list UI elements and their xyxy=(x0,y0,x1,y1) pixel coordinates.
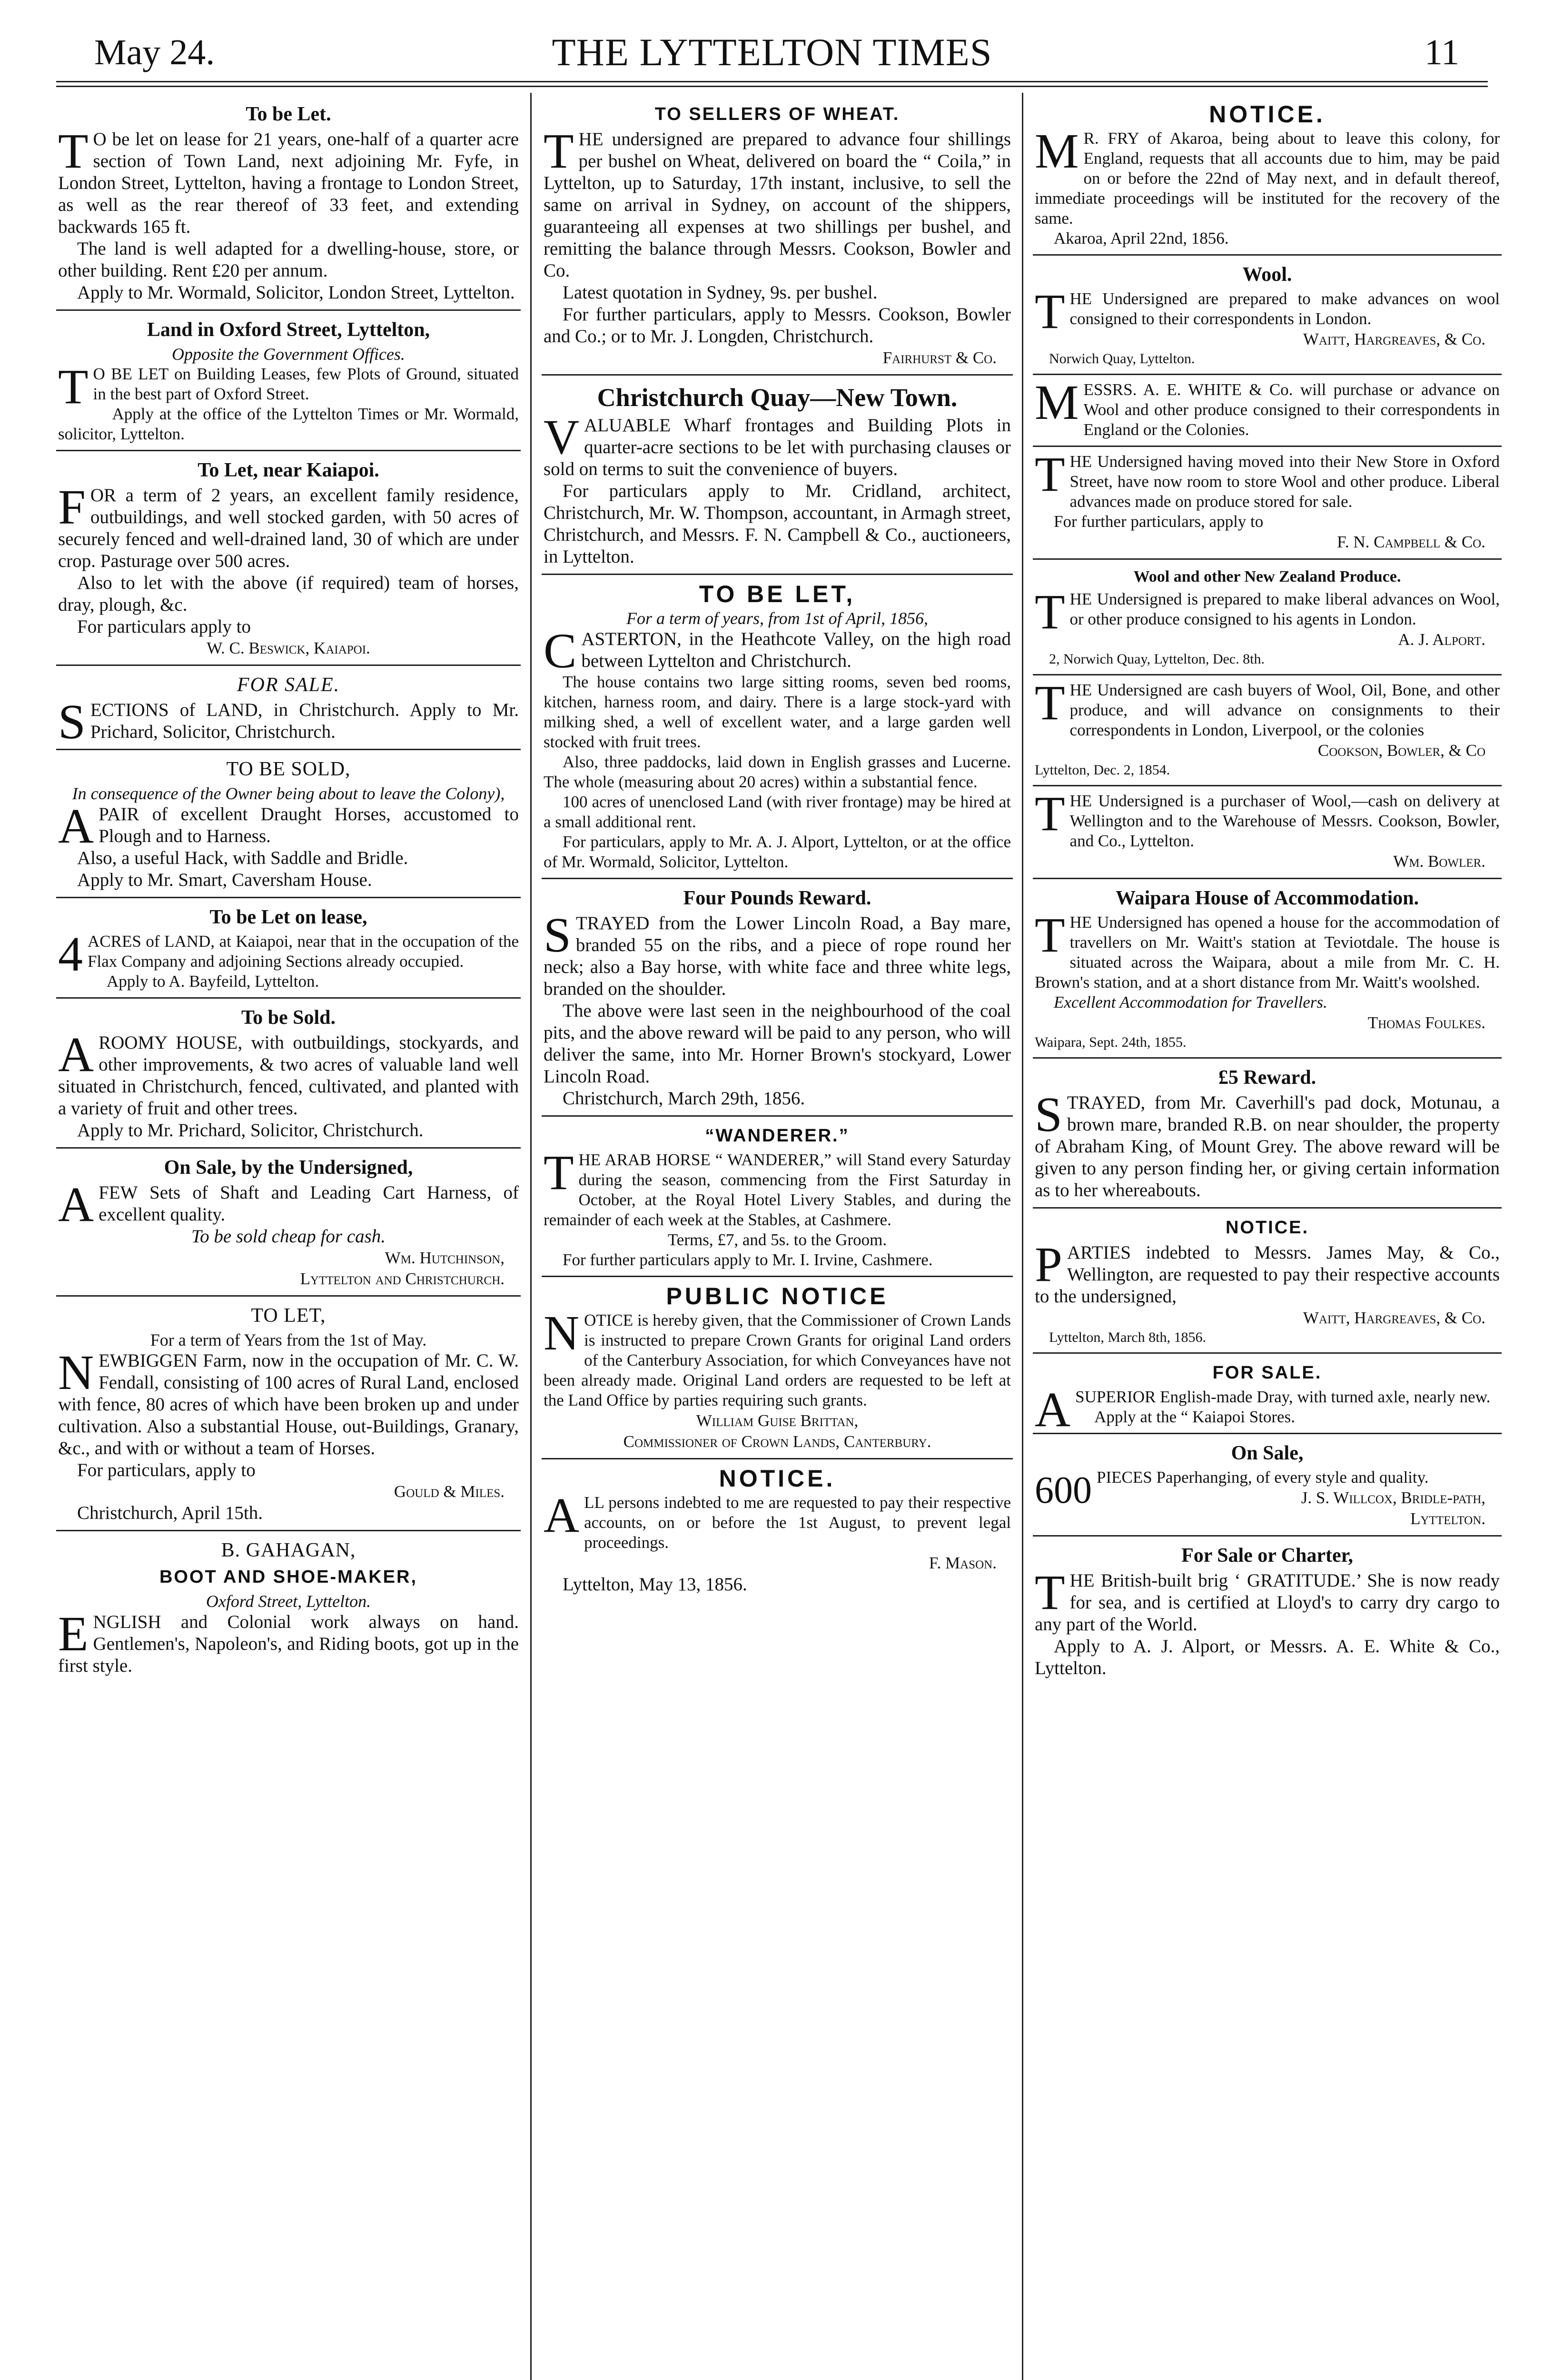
advert-subheading: For a term of years, from 1st of April, 1856, xyxy=(626,609,928,628)
advert-signature: Wm. Bowler. xyxy=(1393,852,1485,871)
advert-sellers-of-wheat xyxy=(542,95,1013,376)
advert-heading: NOTICE. xyxy=(1225,1218,1309,1238)
advert-text: FEW Sets of Shaft and Leading Cart Harness, of excellent quality. xyxy=(99,1182,519,1225)
drop-cap: S xyxy=(58,694,86,749)
advert-wool-waitt xyxy=(1033,256,1502,375)
advert-cookson-cash-buyers xyxy=(1033,675,1502,786)
advert-bowler-wool xyxy=(1033,786,1502,879)
drop-cap: A xyxy=(544,1488,580,1543)
advert-heading: Waipara House of Accommodation. xyxy=(1116,887,1419,909)
advert-heading: FOR SALE. xyxy=(237,674,340,696)
advert-christchurch-quay xyxy=(542,376,1013,575)
advert-heading: TO BE LET, xyxy=(699,581,856,607)
advert-heading: “WANDERER.” xyxy=(705,1126,850,1146)
advert-for-sale-dray xyxy=(1033,1354,1502,1437)
advert-signature: Cookson, Bowler, & Co xyxy=(1317,741,1485,760)
advert-signature: Lyttelton and Christchurch. xyxy=(300,1269,505,1288)
advert-text: HE Undersigned are prepared to make advances on wool consigned to their correspondents in London. xyxy=(1069,289,1500,328)
advert-signature: J. S. Willcox, Bridle-path, xyxy=(1301,1488,1485,1507)
advert-subheading: Oxford Street, Lyttelton. xyxy=(206,1592,371,1611)
advert-four-pounds-reward xyxy=(542,879,1013,1117)
drop-cap: T xyxy=(1035,585,1065,639)
advert-dateline: 2, Norwich Quay, Lyttelton, Dec. 8th. xyxy=(1049,651,1265,667)
advert-heading: TO LET, xyxy=(251,1305,326,1327)
column-rule-2 xyxy=(1022,93,1023,2380)
advert-text: Latest quotation in Sydney, 9s. per bushel. xyxy=(563,282,878,303)
advert-signature: Gould & Miles. xyxy=(394,1482,505,1501)
advert-text: Apply to A. Bayfeild, Lyttelton. xyxy=(107,972,319,991)
advert-text: Apply to Mr. Prichard, Solicitor, Christchurch. xyxy=(77,1120,424,1140)
advert-signature: Fairhurst & Co. xyxy=(882,348,997,367)
advert-heading: B. GAHAGAN, xyxy=(221,1539,356,1561)
advert-text: LL persons indebted to me are requested to pay their respective accounts, on or before the 1st August, to prevent legal proceedings. xyxy=(584,1493,1011,1552)
advert-heading: On Sale, by the Undersigned, xyxy=(164,1157,413,1179)
advert-subheading: Opposite the Government Offices. xyxy=(172,345,405,364)
advert-text: For further particulars, apply to Messrs. Cookson, Bowler and Co.; or to Mr. J. Longden, Christchurch. xyxy=(544,304,1011,347)
advert-text: 100 acres of unenclosed Land (with river frontage) may be hired at a small additional rent. xyxy=(544,793,1011,831)
advert-text: ALUABLE Wharf frontages and Building Plots in quarter-acre sections to be let with purchasing clauses or sold on terms to suit the convenience of buyers. xyxy=(544,415,1011,479)
advert-heading: Wool. xyxy=(1242,264,1292,286)
drop-cap: T xyxy=(1035,908,1065,962)
masthead-rule xyxy=(56,81,1488,82)
advert-white-and-co xyxy=(1033,375,1502,447)
advert-to-be-let-london-street xyxy=(56,95,521,311)
advert-to-be-sold-house xyxy=(56,999,521,1149)
column-rule-1 xyxy=(530,93,532,2380)
drop-cap: V xyxy=(544,410,580,465)
drop-cap: 4 xyxy=(58,927,83,982)
advert-gahagan-bootmaker xyxy=(56,1531,521,1683)
drop-cap: S xyxy=(1035,1087,1062,1142)
drop-cap: A xyxy=(1035,1382,1071,1437)
column-2 xyxy=(542,95,1013,2380)
drop-cap: C xyxy=(544,624,577,678)
advert-dateline: Lyttelton, Dec. 2, 1854. xyxy=(1035,762,1170,778)
advert-signature: Waitt, Hargreaves, & Co. xyxy=(1303,330,1485,348)
advert-text: ECTIONS of LAND, in Christchurch. Apply to Mr. Prichard, Solicitor, Christchurch. xyxy=(90,700,519,742)
advert-text: HE undersigned are prepared to advance four shillings per bushel on Wheat, delivered on board the “ Coila,” in Lyttelton, up to Saturday, 17th instant, inclusive, to sell the same on arrival in Sydney, on account of the shippers, guaranteeing all expenses at two shillings per bushel, and remitting the balance through Messrs. Cookson, Bowler and Co. xyxy=(544,129,1011,281)
advert-text: Apply at the “ Kaiapoi Stores. xyxy=(1094,1408,1295,1426)
drop-cap: A xyxy=(58,1177,94,1232)
advert-text: For particulars apply to xyxy=(77,616,251,637)
advert-text: Excellent Accommodation for Travellers. xyxy=(1054,993,1327,1012)
advert-signature: W. C. Beswick, Kaiapoi. xyxy=(207,639,370,657)
advert-text: Apply to A. J. Alport, or Messrs. A. E. White & Co., Lyttelton. xyxy=(1035,1636,1500,1678)
drop-cap: S xyxy=(544,908,571,962)
advert-text: HE Undersigned are cash buyers of Wool, Oil, Bone, and other produce, and will advance on consignments to their correspondents in London, Liverpool, or the colonies xyxy=(1069,681,1500,739)
drop-cap: T xyxy=(1035,284,1065,339)
advert-text: The house contains two large sitting rooms, seven bed rooms, kitchen, harness room, and dairy. There is a large stock-yard with milking shed, a well of excellent water, and a large garden well stocked with fruit trees. xyxy=(544,673,1011,751)
advert-heading: For Sale or Charter, xyxy=(1181,1545,1353,1567)
advert-text: Apply at the office of the Lyttelton Times or Mr. Wormald, solicitor, Lyttelton. xyxy=(58,405,519,443)
advert-heading: Wool and other New Zealand Produce. xyxy=(1133,568,1401,585)
advert-heading: FOR SALE. xyxy=(1212,1363,1322,1383)
drop-cap: A xyxy=(58,1027,94,1082)
column-3 xyxy=(1033,95,1502,2380)
advert-oxford-street-land xyxy=(56,311,521,451)
advert-text: EWBIGGEN Farm, now in the occupation of Mr. C. W. Fendall, consisting of 100 acres of Rural Land, enclosed with fence, 80 acres of which have been broken up and under cultivation. Also a substantial House, out-Buildings, Granary, &c., and with or without a team of Horses. xyxy=(58,1350,519,1458)
advert-signature: William Guise Brittan, xyxy=(696,1411,859,1430)
advert-heading: NOTICE. xyxy=(719,1465,836,1492)
advert-five-pounds-reward xyxy=(1033,1059,1502,1209)
advert-heading: BOOT AND SHOE-MAKER, xyxy=(159,1567,418,1587)
advert-text: HE Undersigned is a purchaser of Wool,—cash on delivery at Wellington and to the Warehouse of Messrs. Cookson, Bowler, and Co., Lyttelton. xyxy=(1069,792,1500,850)
masthead-rule-2 xyxy=(56,86,1488,87)
advert-dateline: Christchurch, March 29th, 1856. xyxy=(563,1088,805,1109)
advert-alport-wool xyxy=(1033,560,1502,675)
advert-to-let-newbiggen xyxy=(56,1297,521,1531)
advert-text: PAIR of excellent Draught Horses, accustomed to Plough and to Harness. xyxy=(99,804,519,846)
drop-cap: M xyxy=(1035,375,1079,430)
advert-heading: £5 Reward. xyxy=(1218,1067,1316,1089)
advert-let-on-lease xyxy=(56,898,521,999)
advert-text: Terms, £7, and 5s. to the Groom. xyxy=(667,1230,887,1249)
advert-text: The above were last seen in the neighbourhood of the coal pits, and the above reward will be paid to any person, who will deliver the same, into Mr. Horner Brown's stockyard, Lower Lincoln Road. xyxy=(544,1001,1011,1087)
advert-heading: TO SELLERS OF WHEAT. xyxy=(654,104,900,124)
advert-text: ARTIES indebted to Messrs. James May, & Co., Wellington, are requested to pay their respective accounts to the undersigned, xyxy=(1035,1242,1500,1307)
advert-notice-james-may xyxy=(1033,1209,1502,1354)
drop-cap: N xyxy=(544,1306,580,1360)
masthead xyxy=(56,19,1488,76)
advert-heading: Land in Oxford Street, Lyttelton, xyxy=(147,319,430,341)
advert-wanderer xyxy=(542,1117,1013,1277)
advert-heading: PUBLIC NOTICE xyxy=(666,1283,889,1309)
drop-cap: T xyxy=(58,359,89,414)
advert-for-sale-sections xyxy=(56,666,521,750)
advert-text: HE Undersigned has opened a house for the accommodation of travellers on Mr. Waitt's station at Teviotdale. The house is situated across the Waipara, about a mile from Mr. C. H. Brown's station, and at a short distance from Mr. Waitt's woolshed. xyxy=(1035,913,1500,992)
advert-text: Also, a useful Hack, with Saddle and Bridle. xyxy=(77,848,408,868)
advert-notice-mason xyxy=(542,1459,1013,1601)
advert-to-be-sold-horses xyxy=(56,750,521,898)
drop-cap: T xyxy=(544,1145,574,1200)
advert-subheading: For a term of Years from the 1st of May. xyxy=(150,1330,427,1349)
advert-dateline: Lyttelton, March 8th, 1856. xyxy=(1049,1329,1206,1345)
advert-text: For further particulars, apply to xyxy=(1054,512,1264,531)
advert-text: HE British-built brig ‘ GRATITUDE.’ She is now ready for sea, and is certified at Lloyd's to carry dry cargo to any part of the World. xyxy=(1035,1570,1500,1635)
advert-heading: To be Let on lease, xyxy=(209,906,367,928)
advert-text: For further particulars apply to Mr. I. Irvine, Cashmere. xyxy=(563,1250,933,1269)
drop-cap: F xyxy=(58,480,86,535)
advert-signature: Waitt, Hargreaves, & Co. xyxy=(1303,1309,1485,1327)
drop-cap: T xyxy=(1035,1565,1065,1620)
drop-cap: T xyxy=(58,124,89,178)
advert-notice-fry xyxy=(1033,95,1502,256)
advert-subheading: In consequence of the Owner being about to leave the Colony), xyxy=(72,784,505,803)
advert-signature: Thomas Foulkes. xyxy=(1367,1013,1485,1032)
drop-cap: M xyxy=(1035,124,1079,178)
advert-gratitude-charter xyxy=(1033,1537,1502,1685)
advert-text: For particulars, apply to Mr. A. J. Alport, Lyttelton, or at the office of Mr. Wormald, Solicitor, Lyttelton. xyxy=(544,833,1011,871)
drop-cap: P xyxy=(1035,1237,1062,1292)
advert-text: HE ARAB HORSE “ WANDERER,” will Stand every Saturday during the season, commencing from the First Saturday in October, at the Royal Hotel Livery Stables, and during the remainder of each week at the Stables, at Cashmere. xyxy=(544,1150,1011,1229)
advert-text: Also to let with the above (if required) team of horses, dray, plough, &c. xyxy=(58,573,519,615)
advert-dateline: Christchurch, April 15th. xyxy=(77,1503,263,1523)
page-number: 11 xyxy=(1424,32,1459,72)
advert-text: TRAYED from the Lower Lincoln Road, a Bay mare, branded 55 on the ribs, and a piece of rope round her neck; also a Bay horse, with white face and three white legs, branded on the shoulder. xyxy=(544,913,1011,999)
advert-to-let-kaiapoi xyxy=(56,451,521,666)
advert-heading: On Sale, xyxy=(1231,1442,1304,1464)
advert-signature: A. J. Alport. xyxy=(1398,630,1485,649)
advert-text: Apply to Mr. Wormald, Solicitor, London Street, Lyttelton. xyxy=(77,282,515,303)
drop-cap: 600 xyxy=(1035,1469,1092,1511)
advert-heading: To Let, near Kaiapoi. xyxy=(198,459,379,481)
drop-cap: T xyxy=(1035,675,1065,730)
advert-heading: NOTICE. xyxy=(1209,101,1326,128)
advert-waipara-house xyxy=(1033,879,1502,1059)
advert-signature: F. Mason. xyxy=(929,1554,997,1572)
advert-text: HE Undersigned is prepared to make liberal advances on Wool, or other produce consigned to his agents in London. xyxy=(1069,590,1500,628)
drop-cap: T xyxy=(1035,447,1065,502)
advert-text: ACRES of LAND, at Kaiapoi, near that in the occupation of the Flax Company and adjoining Sections already occupied. xyxy=(88,932,519,971)
advert-text: The land is well adapted for a dwelling-house, store, or other building. Rent £20 per annum. xyxy=(58,238,519,281)
advert-text: OTICE is hereby given, that the Commissioner of Crown Lands is instructed to prepare Crown Grants for original Land orders of the Canterbury Association, for which Conveyances have not been already made. Original Land orders are requested to be left at the Land Office by parties requiring such grants. xyxy=(544,1311,1011,1409)
advert-heading: To be Let. xyxy=(246,103,331,125)
advert-text: SUPERIOR English-made Dray, with turned axle, nearly new. xyxy=(1075,1388,1491,1406)
advert-text: Apply to Mr. Smart, Caversham House. xyxy=(77,870,372,890)
column-1 xyxy=(56,95,521,2380)
advert-text: NGLISH and Colonial work always on hand. Gentlemen's, Napoleon's, and Riding boots, got up in the first style. xyxy=(58,1612,519,1676)
advert-text: O BE LET on Building Leases, few Plots of Ground, situated in the best part of Oxford Street. xyxy=(93,365,519,403)
advert-text: ESSRS. A. E. WHITE & Co. will purchase or advance on Wool and other produce consigned to their correspondents in England or the Colonies. xyxy=(1083,380,1500,439)
advert-dateline: Akaroa, April 22nd, 1856. xyxy=(1054,229,1229,248)
drop-cap: T xyxy=(1035,786,1065,841)
drop-cap: A xyxy=(58,799,94,853)
advert-heading: TO BE SOLD, xyxy=(226,758,351,780)
advert-text: O be let on lease for 21 years, one-half of a quarter acre section of Town Land, next adjoining Mr. Fyfe, in London Street, Lyttelton, having a frontage to London Street, as well as the rear thereof of 33 feet, and extending backwards 165 ft. xyxy=(58,129,519,237)
advert-on-sale-harness xyxy=(56,1149,521,1297)
advert-signature: Wm. Hutchinson, xyxy=(385,1249,505,1267)
advert-heading: Christchurch Quay—New Town. xyxy=(597,383,958,412)
advert-signature: Lyttelton. xyxy=(1410,1509,1485,1528)
advert-paperhanging xyxy=(1033,1434,1502,1537)
drop-cap: E xyxy=(58,1606,89,1661)
advert-text: OR a term of 2 years, an excellent family residence, outbuildings, and well stocked garden, with 50 acres of securely fenced and well-drained land, 30 of which are under crop. Pasturage over 500 acres. xyxy=(58,485,519,571)
advert-heading: Four Pounds Reward. xyxy=(683,887,871,909)
advert-text: R. FRY of Akaroa, being about to leave this colony, for England, requests that all accounts due to him, may be paid on or before the 22nd of May next, and in default thereof, immediate proceedings will be instituted for the recovery of the same. xyxy=(1035,129,1500,228)
drop-cap: T xyxy=(544,124,574,178)
advert-campbell-store xyxy=(1033,447,1502,560)
drop-cap: N xyxy=(58,1345,94,1400)
advert-text: Also, three paddocks, laid down in English grasses and Lucerne. The whole (measuring about 20 acres) within a substantial fence. xyxy=(544,753,1011,791)
advert-signature: F. N. Campbell & Co. xyxy=(1337,533,1485,551)
advert-text: ASTERTON, in the Heathcote Valley, on the high road between Lyttelton and Christchurch. xyxy=(581,629,1011,671)
newspaper-title: THE LYTTELTON TIMES xyxy=(552,30,992,74)
advert-heading: To be Sold. xyxy=(241,1007,336,1029)
advert-text: HE Undersigned having moved into their New Store in Oxford Street, have now room to store Wool and other produce. Liberal advances made on produce stored for sale. xyxy=(1069,452,1500,511)
advert-signature: Commissioner of Crown Lands, Canterbury. xyxy=(623,1432,931,1451)
advert-dateline: Norwich Quay, Lyttelton. xyxy=(1049,351,1195,367)
advert-text: PIECES Paperhanging, of every style and quality. xyxy=(1097,1468,1429,1487)
issue-date: May 24. xyxy=(94,32,215,72)
advert-text: ROOMY HOUSE, with outbuildings, stockyards, and other improvements, & two acres of valuable land well situated in Christchurch, fenced, cultivated, and planted with a variety of fruit and other trees. xyxy=(58,1032,519,1119)
advert-text: For particulars, apply to xyxy=(77,1460,256,1480)
advert-public-notice xyxy=(542,1277,1013,1459)
advert-casterton-to-let xyxy=(542,575,1013,879)
advert-text: TRAYED, from Mr. Caverhill's pad dock, Motunau, a brown mare, branded R.B. on near shoulder, the property of Abraham King, of Mount Grey. The above reward will be given to any person finding her, or giving certain information as to her whereabouts. xyxy=(1035,1092,1500,1200)
advert-dateline: Waipara, Sept. 24th, 1855. xyxy=(1035,1034,1187,1050)
advert-text: To be sold cheap for cash. xyxy=(191,1226,386,1247)
advert-text: For particulars apply to Mr. Cridland, architect, Christchurch, Mr. W. Thompson, accountant, in Armagh street, Christchurch, and Messrs. F. N. Campbell & Co., auctioneers, in Lyttelton. xyxy=(544,481,1011,567)
advert-dateline: Lyttelton, May 13, 1856. xyxy=(563,1574,747,1595)
